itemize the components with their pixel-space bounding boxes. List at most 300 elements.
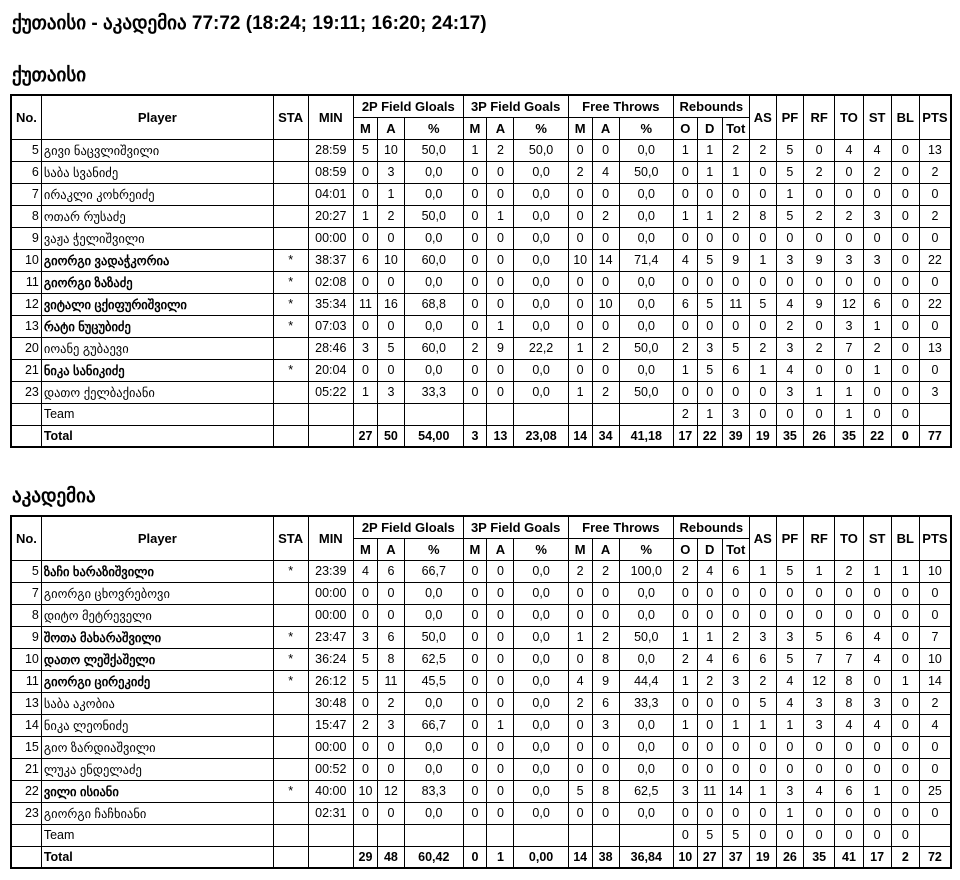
cell-a3: 0	[487, 227, 514, 249]
cell-tot: 0	[722, 183, 749, 205]
cell-m2: 0	[354, 604, 378, 626]
cell-a2: 2	[377, 692, 404, 714]
cell-as: 1	[749, 780, 776, 802]
cell-m3: 0	[463, 359, 487, 381]
cell-rf: 26	[803, 425, 834, 447]
cell-p3: 0,0	[514, 227, 568, 249]
cell-af: 2	[592, 381, 619, 403]
cell-a3: 0	[487, 359, 514, 381]
cell-a2: 0	[377, 359, 404, 381]
cell-pf: 0	[776, 824, 803, 846]
cell-rf: 0	[803, 758, 834, 780]
cell-as: 1	[749, 249, 776, 271]
cell-pts: 13	[919, 139, 951, 161]
cell-o: 1	[673, 139, 697, 161]
cell-bl: 0	[891, 425, 919, 447]
cell-to: 0	[835, 227, 863, 249]
cell-pf: 50,0	[619, 626, 673, 648]
cell-tot: 0	[722, 604, 749, 626]
cell-p3: 0,0	[514, 271, 568, 293]
cell-to: 3	[835, 249, 863, 271]
cell-a2: 6	[377, 560, 404, 582]
cell-pf: 0,0	[619, 758, 673, 780]
cell-st: 17	[863, 846, 891, 868]
cell-st: 3	[863, 692, 891, 714]
cell-mf: 0	[568, 227, 592, 249]
cell-m3: 0	[463, 692, 487, 714]
cell-p2: 83,3	[404, 780, 463, 802]
cell-to: 8	[835, 692, 863, 714]
cell-no: 8	[11, 604, 41, 626]
cell-d: 5	[697, 293, 722, 315]
cell-pf: 0,0	[619, 736, 673, 758]
cell-sta: *	[273, 293, 308, 315]
cell-d: 1	[697, 626, 722, 648]
cell-p3: 0,0	[514, 183, 568, 205]
cell-af: 0	[592, 271, 619, 293]
cell-pf: 3	[776, 337, 803, 359]
cell-a3: 1	[487, 846, 514, 868]
cell-min: 15:47	[308, 714, 354, 736]
cell-as: 1	[749, 560, 776, 582]
cell-sta	[273, 425, 308, 447]
cell-m3: 0	[463, 626, 487, 648]
cell-to: 1	[835, 403, 863, 425]
cell-st: 0	[863, 802, 891, 824]
cell-rf: 35	[803, 846, 834, 868]
cell-mf: 1	[568, 381, 592, 403]
cell-m3: 0	[463, 802, 487, 824]
cell-min: 38:37	[308, 249, 354, 271]
cell-sta	[273, 139, 308, 161]
cell-o: 1	[673, 670, 697, 692]
table-row	[11, 205, 951, 227]
cell-no: 23	[11, 802, 41, 824]
cell-m3: 0	[463, 271, 487, 293]
cell-pts: 0	[919, 758, 951, 780]
cell-no: 11	[11, 271, 41, 293]
cell-m3: 0	[463, 381, 487, 403]
table-row	[11, 271, 951, 293]
cell-min: 23:47	[308, 626, 354, 648]
cell-min: 20:04	[308, 359, 354, 381]
cell-pf: 0	[776, 271, 803, 293]
table-row	[11, 249, 951, 271]
cell-no	[11, 403, 41, 425]
cell-to: 7	[835, 648, 863, 670]
cell-sta	[273, 227, 308, 249]
cell-pts: 3	[919, 381, 951, 403]
cell-sta: *	[273, 359, 308, 381]
cell-m2: 29	[354, 846, 378, 868]
cell-a3: 0	[487, 802, 514, 824]
cell-o: 0	[673, 802, 697, 824]
cell-bl: 2	[891, 846, 919, 868]
cell-to: 0	[835, 183, 863, 205]
cell-as: 0	[749, 161, 776, 183]
cell-player: ნიკა ლეონიძე	[41, 714, 273, 736]
subheader-d: D	[697, 117, 722, 139]
cell-p3: 22,2	[514, 337, 568, 359]
header-min: MIN	[308, 516, 354, 560]
cell-no: 12	[11, 293, 41, 315]
cell-no	[11, 846, 41, 868]
cell-p2: 50,0	[404, 626, 463, 648]
cell-bl: 0	[891, 293, 919, 315]
cell-st: 0	[863, 227, 891, 249]
cell-tot: 1	[722, 714, 749, 736]
cell-pf: 5	[776, 205, 803, 227]
cell-o: 0	[673, 692, 697, 714]
header-rf: RF	[803, 95, 834, 139]
cell-st: 0	[863, 670, 891, 692]
cell-p2: 0,0	[404, 183, 463, 205]
cell-p2: 0,0	[404, 359, 463, 381]
cell-pf: 0,0	[619, 183, 673, 205]
cell-pf: 0,0	[619, 227, 673, 249]
cell-p2: 66,7	[404, 714, 463, 736]
cell-st: 0	[863, 183, 891, 205]
cell-rf: 9	[803, 249, 834, 271]
cell-pf: 1	[776, 183, 803, 205]
cell-no: 9	[11, 626, 41, 648]
cell-st: 0	[863, 271, 891, 293]
cell-player: გივი ნაცვლიშვილი	[41, 139, 273, 161]
cell-a3: 1	[487, 205, 514, 227]
cell-d: 22	[697, 425, 722, 447]
cell-m3: 0	[463, 604, 487, 626]
cell-a2: 6	[377, 626, 404, 648]
cell-tot: 0	[722, 381, 749, 403]
cell-pf: 0	[776, 227, 803, 249]
cell-sta: *	[273, 626, 308, 648]
cell-pf: 4	[776, 692, 803, 714]
cell-no: 5	[11, 139, 41, 161]
cell-pf: 4	[776, 293, 803, 315]
cell-o: 0	[673, 582, 697, 604]
cell-pts: 14	[919, 670, 951, 692]
cell-player: გიო ზარდიაშვილი	[41, 736, 273, 758]
cell-pf: 0	[776, 582, 803, 604]
cell-player: გიორგი ცირეკიძე	[41, 670, 273, 692]
cell-rf: 12	[803, 670, 834, 692]
cell-pts: 0	[919, 183, 951, 205]
cell-rf: 0	[803, 824, 834, 846]
cell-rf: 0	[803, 183, 834, 205]
cell-min: 07:03	[308, 315, 354, 337]
cell-a2: 11	[377, 670, 404, 692]
cell-af: 0	[592, 359, 619, 381]
cell-mf: 5	[568, 780, 592, 802]
cell-no: 22	[11, 780, 41, 802]
cell-player: დათო ქელბაქიანი	[41, 381, 273, 403]
table-row	[11, 582, 951, 604]
cell-o: 0	[673, 315, 697, 337]
cell-p3	[514, 824, 568, 846]
game-title: ქუთაისი - აკადემია 77:72 (18:24; 19:11; 16:20; 24:17)	[12, 13, 487, 34]
cell-pts: 0	[919, 227, 951, 249]
cell-p3	[514, 403, 568, 425]
cell-m2: 0	[354, 227, 378, 249]
cell-p2	[404, 403, 463, 425]
cell-mf: 0	[568, 205, 592, 227]
cell-a2: 10	[377, 139, 404, 161]
cell-p2: 0,0	[404, 161, 463, 183]
cell-as: 0	[749, 582, 776, 604]
cell-tot: 0	[722, 315, 749, 337]
cell-o: 0	[673, 161, 697, 183]
cell-m3: 3	[463, 425, 487, 447]
cell-a3: 0	[487, 560, 514, 582]
cell-pf: 4	[776, 359, 803, 381]
cell-tot: 0	[722, 758, 749, 780]
cell-m2: 27	[354, 425, 378, 447]
header-free-throws: Free Throws	[568, 516, 673, 538]
table-row	[11, 337, 951, 359]
cell-pf: 3	[776, 381, 803, 403]
cell-as: 1	[749, 359, 776, 381]
cell-tot: 9	[722, 249, 749, 271]
cell-a3: 0	[487, 670, 514, 692]
cell-st: 0	[863, 381, 891, 403]
cell-m3	[463, 824, 487, 846]
cell-rf: 2	[803, 205, 834, 227]
cell-pts: 7	[919, 626, 951, 648]
cell-m3: 2	[463, 337, 487, 359]
cell-pf: 2	[776, 315, 803, 337]
header-rebounds: Rebounds	[673, 95, 749, 117]
cell-p3: 0,00	[514, 846, 568, 868]
cell-to: 4	[835, 714, 863, 736]
cell-pf: 3	[776, 626, 803, 648]
header-as: AS	[749, 516, 776, 560]
cell-to: 0	[835, 824, 863, 846]
cell-o: 6	[673, 293, 697, 315]
cell-o: 1	[673, 205, 697, 227]
cell-sta	[273, 205, 308, 227]
cell-pf: 35	[776, 425, 803, 447]
cell-a3: 0	[487, 780, 514, 802]
cell-m2	[354, 403, 378, 425]
team-title-akademia: აკადემია	[12, 486, 96, 507]
cell-sta: *	[273, 271, 308, 293]
cell-player: ვაჟა ჭელიშვილი	[41, 227, 273, 249]
cell-a2: 16	[377, 293, 404, 315]
cell-d: 0	[697, 736, 722, 758]
cell-af: 0	[592, 604, 619, 626]
table-row	[11, 714, 951, 736]
cell-a3: 0	[487, 692, 514, 714]
subheader-a: A	[487, 117, 514, 139]
cell-a2: 3	[377, 381, 404, 403]
cell-p3: 0,0	[514, 802, 568, 824]
cell-mf: 0	[568, 293, 592, 315]
cell-player: Team	[41, 824, 273, 846]
subheader-m: M	[354, 117, 378, 139]
cell-min	[308, 425, 354, 447]
cell-pf: 0,0	[619, 802, 673, 824]
cell-tot: 0	[722, 802, 749, 824]
cell-min: 40:00	[308, 780, 354, 802]
cell-bl: 0	[891, 139, 919, 161]
cell-o: 2	[673, 560, 697, 582]
cell-pf: 26	[776, 846, 803, 868]
cell-d: 0	[697, 227, 722, 249]
cell-p2: 60,42	[404, 846, 463, 868]
cell-bl: 0	[891, 648, 919, 670]
cell-p2: 45,5	[404, 670, 463, 692]
cell-sta	[273, 403, 308, 425]
cell-player: იოანე გუბაევი	[41, 337, 273, 359]
cell-m2: 0	[354, 802, 378, 824]
cell-sta	[273, 758, 308, 780]
cell-m2: 4	[354, 560, 378, 582]
cell-pts: 0	[919, 359, 951, 381]
cell-rf: 5	[803, 626, 834, 648]
cell-p2: 0,0	[404, 227, 463, 249]
cell-a3: 0	[487, 758, 514, 780]
table-row	[11, 780, 951, 802]
cell-m3: 0	[463, 714, 487, 736]
cell-m2: 0	[354, 582, 378, 604]
cell-min: 00:00	[308, 604, 354, 626]
cell-rf: 0	[803, 359, 834, 381]
cell-to: 0	[835, 758, 863, 780]
cell-to: 2	[835, 560, 863, 582]
cell-sta	[273, 736, 308, 758]
header-pts: PTS	[919, 516, 951, 560]
team-title-kutaisi: ქუთაისი	[12, 65, 87, 86]
header-pts: PTS	[919, 95, 951, 139]
cell-tot: 0	[722, 271, 749, 293]
cell-m3: 0	[463, 582, 487, 604]
cell-no	[11, 824, 41, 846]
cell-tot: 11	[722, 293, 749, 315]
cell-to: 0	[835, 604, 863, 626]
cell-a3: 0	[487, 271, 514, 293]
cell-player: გიორგი ზაზაძე	[41, 271, 273, 293]
table-row	[11, 139, 951, 161]
table-row	[11, 736, 951, 758]
cell-m3: 0	[463, 183, 487, 205]
cell-min: 20:27	[308, 205, 354, 227]
cell-as: 0	[749, 758, 776, 780]
cell-bl: 0	[891, 337, 919, 359]
cell-rf: 9	[803, 293, 834, 315]
cell-af: 0	[592, 802, 619, 824]
cell-sta: *	[273, 780, 308, 802]
cell-a3: 2	[487, 139, 514, 161]
cell-min: 36:24	[308, 648, 354, 670]
cell-a3: 0	[487, 582, 514, 604]
cell-min	[308, 824, 354, 846]
subheader-o: O	[673, 538, 697, 560]
subheader-percent: %	[404, 538, 463, 560]
cell-bl: 0	[891, 315, 919, 337]
total-row	[11, 425, 951, 447]
subheader-m: M	[463, 538, 487, 560]
cell-rf: 0	[803, 139, 834, 161]
cell-rf: 2	[803, 337, 834, 359]
cell-pf	[619, 403, 673, 425]
cell-a2: 0	[377, 736, 404, 758]
cell-rf: 0	[803, 403, 834, 425]
cell-bl: 0	[891, 227, 919, 249]
cell-st: 2	[863, 337, 891, 359]
cell-pf: 0	[776, 736, 803, 758]
cell-p2: 50,0	[404, 139, 463, 161]
cell-p3: 0,0	[514, 315, 568, 337]
cell-to: 41	[835, 846, 863, 868]
cell-a2	[377, 824, 404, 846]
cell-o: 0	[673, 824, 697, 846]
cell-p3: 0,0	[514, 736, 568, 758]
cell-a2: 2	[377, 205, 404, 227]
cell-p3: 0,0	[514, 780, 568, 802]
cell-a2: 0	[377, 227, 404, 249]
cell-a2: 0	[377, 758, 404, 780]
cell-pts: 0	[919, 736, 951, 758]
cell-tot: 0	[722, 736, 749, 758]
cell-d: 0	[697, 692, 722, 714]
total-row	[11, 846, 951, 868]
cell-p3: 0,0	[514, 758, 568, 780]
subheader-d: D	[697, 538, 722, 560]
table-row	[11, 161, 951, 183]
cell-sta	[273, 604, 308, 626]
cell-sta	[273, 161, 308, 183]
cell-pf: 50,0	[619, 161, 673, 183]
header-bl: BL	[891, 95, 919, 139]
cell-to: 7	[835, 337, 863, 359]
cell-mf: 0	[568, 359, 592, 381]
table-row	[11, 227, 951, 249]
cell-bl: 0	[891, 205, 919, 227]
cell-o: 0	[673, 227, 697, 249]
cell-player: გიორგი ვადაჭკორია	[41, 249, 273, 271]
cell-st: 0	[863, 824, 891, 846]
cell-m2: 0	[354, 161, 378, 183]
table-row	[11, 758, 951, 780]
cell-min: 04:01	[308, 183, 354, 205]
cell-bl: 0	[891, 780, 919, 802]
header-no: No.	[11, 95, 41, 139]
cell-d: 5	[697, 824, 722, 846]
cell-m3: 0	[463, 205, 487, 227]
cell-a3	[487, 403, 514, 425]
cell-d: 0	[697, 604, 722, 626]
cell-rf: 0	[803, 604, 834, 626]
cell-tot: 1	[722, 161, 749, 183]
cell-player: Total	[41, 425, 273, 447]
table-row	[11, 381, 951, 403]
cell-p2	[404, 824, 463, 846]
cell-rf: 0	[803, 736, 834, 758]
cell-mf: 2	[568, 161, 592, 183]
cell-rf: 0	[803, 271, 834, 293]
cell-mf: 0	[568, 271, 592, 293]
cell-sta	[273, 582, 308, 604]
cell-pf: 50,0	[619, 381, 673, 403]
header-bl: BL	[891, 516, 919, 560]
cell-bl: 0	[891, 381, 919, 403]
cell-p3: 0,0	[514, 714, 568, 736]
cell-sta	[273, 183, 308, 205]
cell-d: 0	[697, 183, 722, 205]
cell-bl: 0	[891, 802, 919, 824]
header-as: AS	[749, 95, 776, 139]
cell-to: 8	[835, 670, 863, 692]
